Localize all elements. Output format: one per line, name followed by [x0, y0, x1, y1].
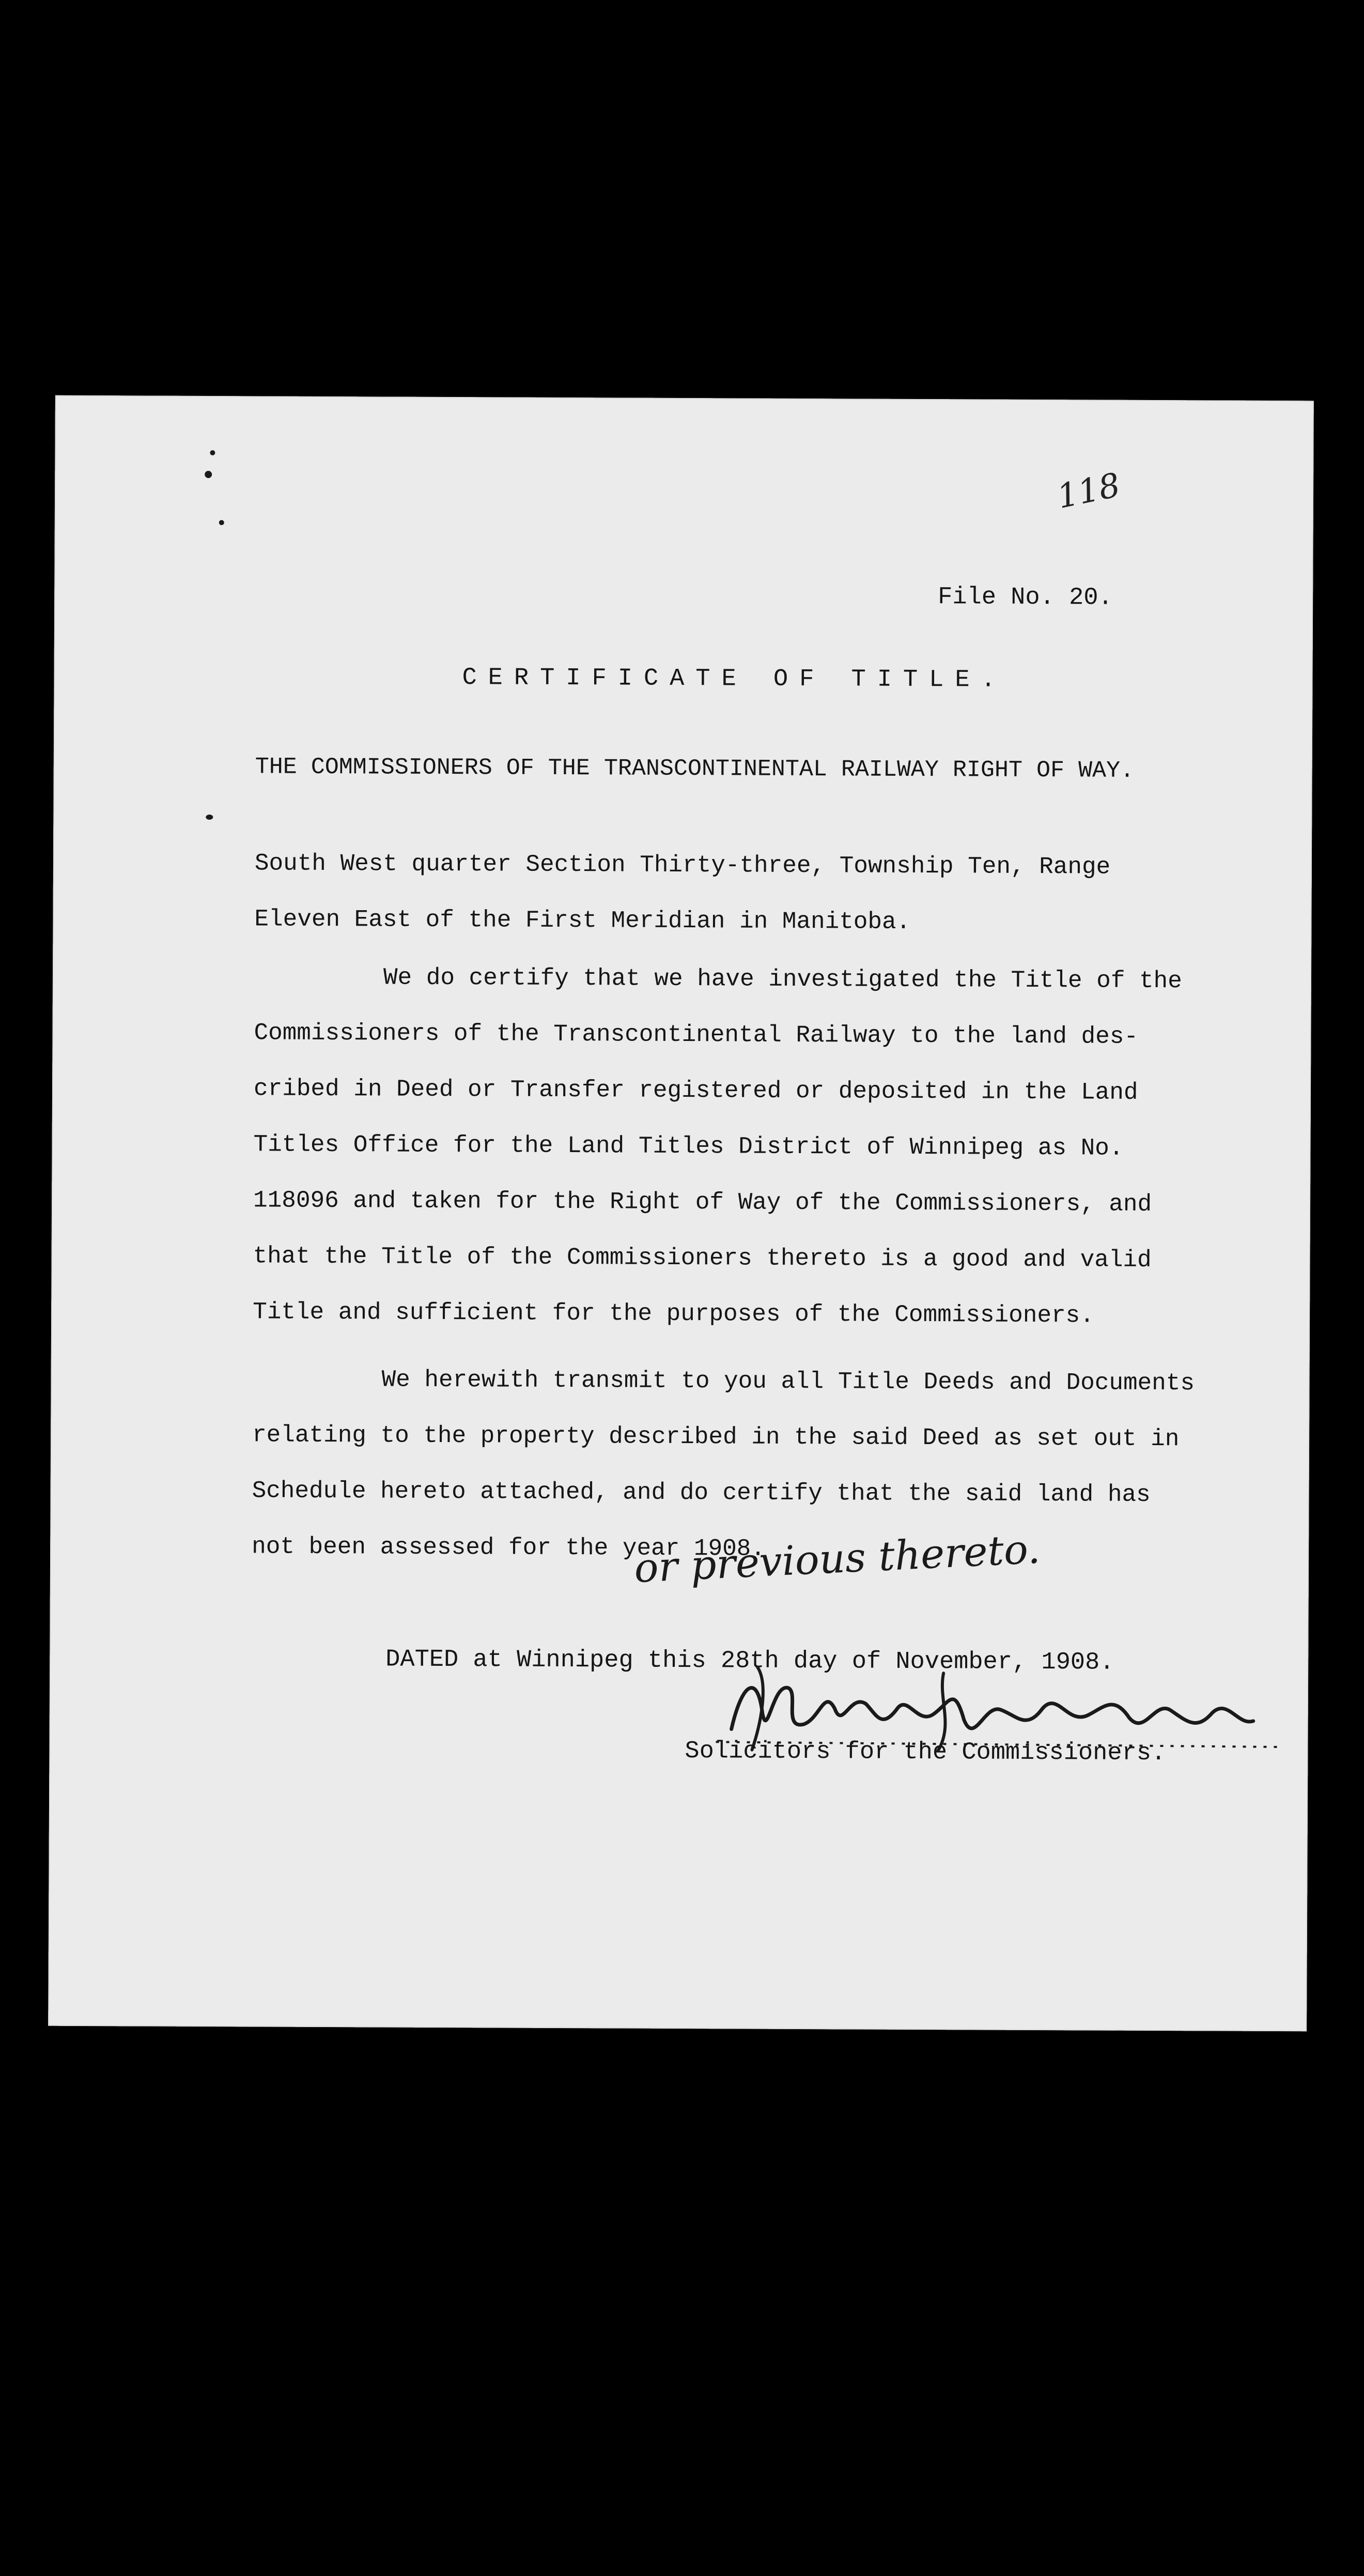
dated-line: DATED at Winnipeg this 28th day of November, 1908.	[385, 1646, 1114, 1677]
file-number: File No. 20.	[938, 584, 1113, 612]
body-line: We herewith transmit to you all Title Deeds and Documents	[381, 1366, 1195, 1397]
document-title: CERTIFICATE OF TITLE.	[462, 664, 1007, 694]
body-line: Commissioners of the Transcontinental Railway to the land des-	[254, 1019, 1139, 1050]
ink-mark	[205, 471, 212, 478]
certificate-page	[48, 395, 1314, 2032]
body-line: Title and sufficient for the purposes of the Commissioners.	[253, 1298, 1094, 1329]
land-description	[254, 835, 1267, 952]
ink-mark	[210, 450, 215, 455]
body-line: Schedule hereto attached, and do certify that the said land has	[252, 1477, 1151, 1508]
body-line: 118096 and taken for the Right of Way of the Commissioners, and	[253, 1187, 1152, 1218]
body-line: Titles Office for the Land Titles District of Winnipeg as No.	[253, 1131, 1124, 1162]
document-heading: THE COMMISSIONERS OF THE TRANSCONTINENTAL RAILWAY RIGHT OF WAY.	[255, 754, 1135, 784]
ink-mark	[206, 815, 213, 820]
body-line: We do certify that we have investigated the Title of the	[383, 964, 1182, 995]
signature-label: Solicitors for the Commissioners.	[685, 1738, 1166, 1768]
body-line: cribed in Deed or Transfer registered or deposited in the Land	[253, 1075, 1138, 1106]
description-line: Eleven East of the First Meridian in Manitoba.	[254, 906, 911, 936]
ink-mark	[219, 520, 224, 525]
body-line: not been assessed for the year 1908.	[252, 1533, 766, 1562]
certification-paragraph	[253, 949, 1267, 1344]
page-number: 118	[1053, 466, 1124, 517]
description-line: South West quarter Section Thirty-three, Township Ten, Range	[254, 850, 1111, 881]
handwritten-addition: or previous thereto.	[633, 1526, 1042, 1592]
body-line: relating to the property described in the said Deed as set out in	[252, 1421, 1180, 1453]
body-line: that the Title of the Commissioners thereto is a good and valid	[253, 1243, 1152, 1274]
